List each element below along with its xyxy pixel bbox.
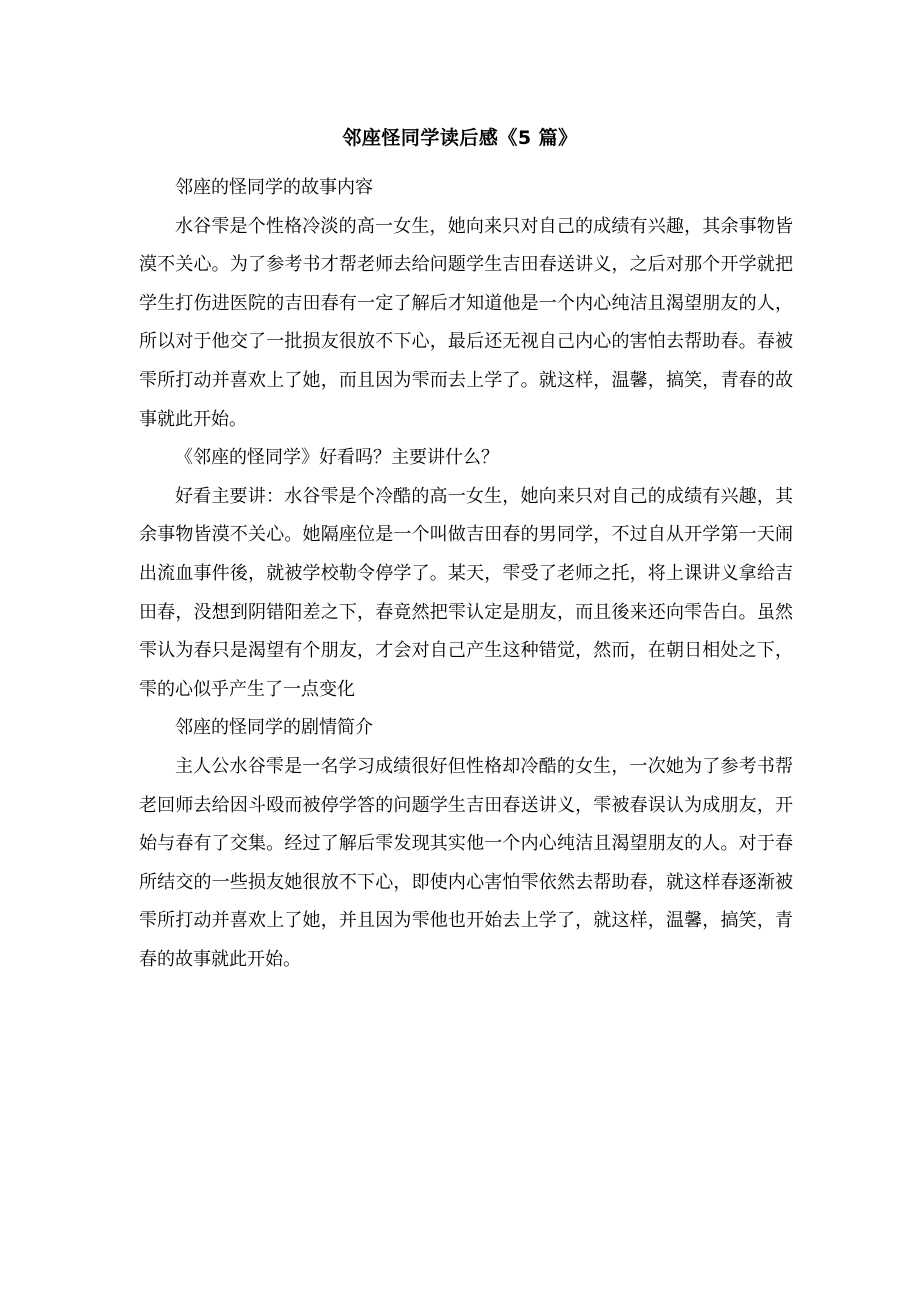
section-heading-story: 邻座的怪同学的故事内容 [175,177,373,198]
body-paragraph: 好看主要讲：水谷雫是个冷酷的高一女生，她向来只对自己的成绩有兴趣，其余事物皆漠不关心。她隔座位是一个叫做吉田春的男同学，不过自从开学第一天闹出流血事件後，就被学校勒令停学了。某天，雫受了老师之托，将上课讲义拿给吉田春，没想到阴错阳差之下，春竟然把雫认定是朋友，而且後来还向雫告白。虽然雫认为春只是渴望有个朋友，才会对自己产生这种错觉，然而，在朝日相处之下，雫的心似乎产生了一点变化 [139,485,793,700]
section-heading-synopsis: 邻座的怪同学的剧情简介 [175,717,373,739]
body-paragraph: 主人公水谷雫是一名学习成绩很好但性格却冷酷的女生，一次她为了参考书帮老回师去给因斗殴而被停学答的问题学生吉田春送讲义，雫被春误认为成朋友，开始与春有了交集。经过了解后雫发现其实他一个内心纯洁且渴望朋友的人。对于春所结交的一些损友她很放不下心，即使内心害怕雫依然去帮助春，就这样春逐渐被雫所打动并喜欢上了她，并且因为雫他也开始去上学了，就这样，温馨，搞笑，青春的故事就此开始。 [139,755,793,970]
body-paragraph: 水谷雫是个性格冷淡的高一女生，她向来只对自己的成绩有兴趣，其余事物皆漠不关心。为了参考书才帮老师去给问题学生吉田春送讲义，之后对那个开学就把学生打伤进医院的吉田春有一定了解后才知道他是一个内心纯洁且渴望朋友的人，所以对于他交了一批损友很放不下心，最后还无视自己内心的害怕去帮助春。春被雫所打动并喜欢上了她，而且因为雫而去上学了。就这样，温馨，搞笑，青春的故事就此开始。 [139,215,793,430]
document-title: 邻座怪同学读后感《5 篇》 [342,127,578,149]
document-body [139,169,793,979]
section-heading-review: 《邻座的怪同学》好看吗？主要讲什么？ [175,447,499,469]
